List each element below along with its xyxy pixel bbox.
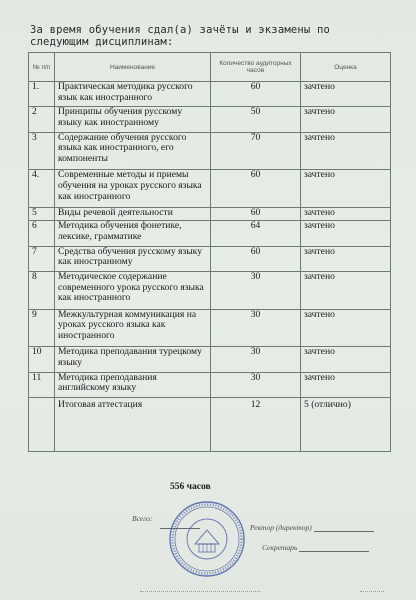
total-hours: 556 часов [170, 482, 211, 492]
table-row [29, 372, 391, 397]
table-row [29, 246, 391, 271]
final-grade: 5 (отлично) [301, 398, 391, 452]
row-discipline-name: Принципы обучения русскому языку как иностранному [55, 107, 211, 132]
official-seal-icon [168, 500, 246, 578]
table-header-row [29, 53, 391, 82]
row-grade: зачтено [301, 347, 391, 372]
secretary-line [299, 551, 369, 552]
final-hours: 12 [211, 398, 301, 452]
total-label: Всего: [132, 514, 153, 523]
row-grade: зачтено [301, 221, 391, 246]
row-hours: 30 [211, 372, 301, 397]
row-hours: 60 [211, 82, 301, 107]
row-number: 4. [29, 170, 55, 208]
row-hours: 64 [211, 221, 301, 246]
final-number [29, 398, 55, 452]
row-hours: 50 [211, 107, 301, 132]
table-row [29, 82, 391, 107]
rector-line [314, 531, 374, 532]
header-number: № п/п [29, 53, 55, 82]
rector-signature [250, 523, 374, 532]
secretary-signature [262, 543, 369, 552]
header-name: Наименование [55, 53, 211, 82]
rector-label: Ректор (директор) [250, 523, 312, 532]
row-number: 6 [29, 221, 55, 246]
table-row [29, 221, 391, 246]
footer-imprint [140, 588, 260, 593]
row-grade: зачтено [301, 372, 391, 397]
row-number: 9 [29, 309, 55, 347]
row-grade: зачтено [301, 170, 391, 208]
row-grade: зачтено [301, 309, 391, 347]
table-row [29, 309, 391, 347]
row-discipline-name: Практическая методика русского язык как иностранного [55, 82, 211, 107]
row-hours: 30 [211, 347, 301, 372]
row-hours: 30 [211, 309, 301, 347]
row-grade: зачтено [301, 207, 391, 220]
row-number: 1. [29, 82, 55, 107]
table-row [29, 272, 391, 310]
row-discipline-name: Методика преподавания английскому языку [55, 372, 211, 397]
row-grade: зачтено [301, 132, 391, 170]
table-row [29, 107, 391, 132]
row-discipline-name: Виды речевой деятельности [55, 207, 211, 220]
row-discipline-name: Современные методы и приемы обучения на уроках русского языка как иностранного [55, 170, 211, 208]
table-row [29, 207, 391, 220]
row-hours: 60 [211, 246, 301, 271]
row-discipline-name: Содержание обучения русского языка как иностранного, его компоненты [55, 132, 211, 170]
row-grade: зачтено [301, 272, 391, 310]
row-grade: зачтено [301, 82, 391, 107]
row-number: 5 [29, 207, 55, 220]
row-discipline-name: Методическое содержание современного урока русского языка как иностранного [55, 272, 211, 310]
row-number: 11 [29, 372, 55, 397]
row-hours: 30 [211, 272, 301, 310]
final-name: Итоговая аттестация [55, 398, 211, 452]
row-hours: 60 [211, 207, 301, 220]
table-row [29, 347, 391, 372]
page-heading: За время обучения сдал(а) зачёты и экзамены по следующим дисциплинам: [30, 24, 330, 48]
header-grade: Оценка [301, 53, 391, 82]
table-row [29, 132, 391, 170]
row-hours: 70 [211, 132, 301, 170]
table-body [29, 82, 391, 452]
row-number: 3 [29, 132, 55, 170]
row-discipline-name: Методика преподавания турецкому языку [55, 347, 211, 372]
final-attestation-row [29, 398, 391, 452]
footer-code [360, 588, 384, 593]
row-discipline-name: Межкультурная коммуникация на уроках русского языка как иностранного [55, 309, 211, 347]
row-number: 8 [29, 272, 55, 310]
table-row [29, 170, 391, 208]
row-discipline-name: Средства обучения русскому языку как иностранному [55, 246, 211, 271]
row-hours: 60 [211, 170, 301, 208]
row-number: 10 [29, 347, 55, 372]
secretary-label: Секретарь [262, 543, 298, 552]
disciplines-table [28, 52, 391, 452]
row-discipline-name: Методика обучения фонетике, лексике, грамматике [55, 221, 211, 246]
header-hours: Количество аудиторных часов [211, 53, 301, 82]
row-grade: зачтено [301, 107, 391, 132]
row-number: 2 [29, 107, 55, 132]
row-number: 7 [29, 246, 55, 271]
row-grade: зачтено [301, 246, 391, 271]
